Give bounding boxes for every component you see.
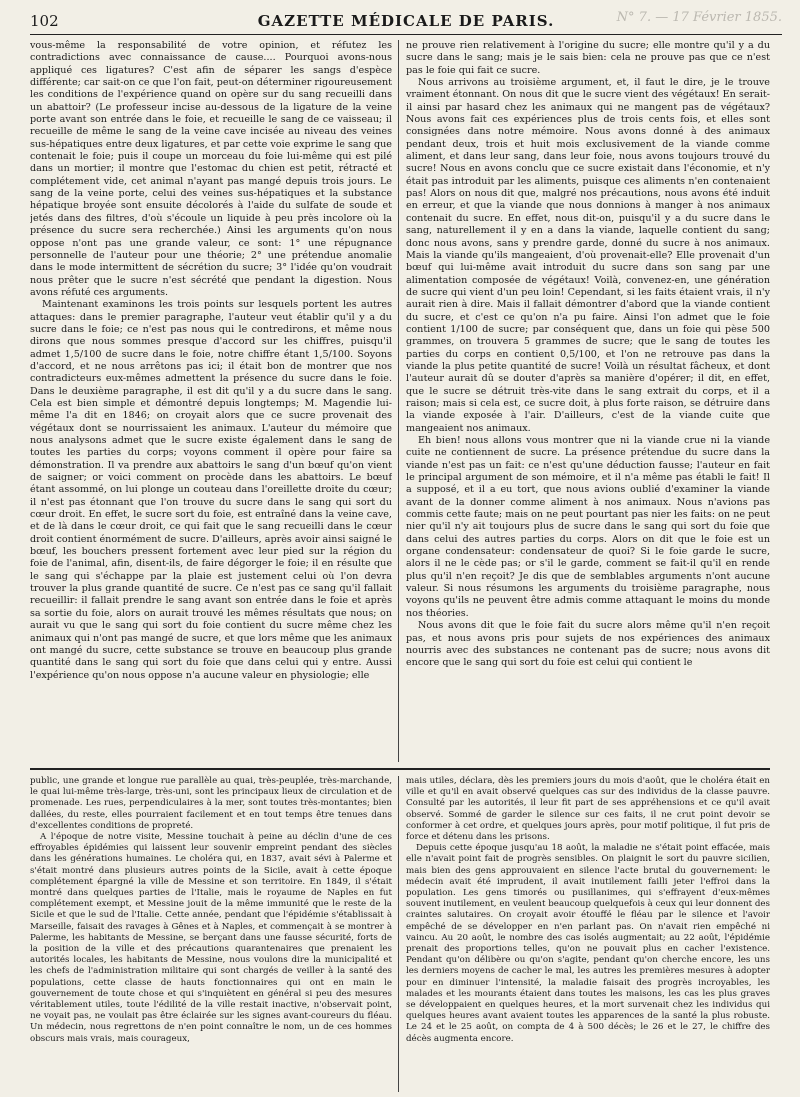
upper-left-column [30,40,392,765]
paragraph: public, une grande et longue rue parallèle au quai, très-peuplée, très-marchande, le quai lui-même très-large, très-uni, sont les principaux lieux de circulation et de promenade. Les rues, perpendiculaires à la mer, sont toutes très-montantes; bien dallées, du reste, elles pourraient facilement et en tout temps être tenues dans d'excellentes conditions de propreté. [30,776,392,831]
paragraph: Nous arrivons au troisième argument, et, il faut le dire, je le trouve vraiment étonnant. On nous dit que le sucre vient des végétaux! En serait-il ainsi par hasard chez les animaux qui ne mangent pas de végétaux? Nous avons fait ces expériences plus de trois cents fois, et elles sont consignées dans notre mémoire. Nous avons donné à des animaux pendant deux, trois et huit mois exclusivement de la viande comme aliment, et dans leur sang, dans leur foie, nous avons toujours trouvé du sucre! Nous en avons conclu que ce sucre existait dans l'économie, et n'y était pas introduit par les aliments, puisque ces aliments n'en contenaient pas! Alors on nous dit que, malgré nos précautions, nous avons été induit en erreur, et que la viande que nous donnions à manger à nos animaux contenait du sucre. En effet, nous dit-on, puisqu'il y a du sucre dans le sang, naturellement il y en a dans la viande, laquelle contient du sang; donc nous avons, sans y prendre garde, donné du sucre à nos animaux. Mais la viande qu'ils mangeaient, d'où provenait-elle? Elle provenait d'un bœuf qui lui-même avait introduit du sucre dans son sang par une alimentation composée de végétaux! Voilà, convenez-en, une génération de sucre qui vient d'un peu loin! Cependant, si les faits étaient vrais, il n'y aurait rien à dire. Mais il fallait démontrer d'abord que la viande contient du sucre, et c'est ce qu'on n'a pu faire. Ainsi l'on admet que le foie contient 1/100 de sucre; par conséquent que, dans un foie qui pèse 500 grammes, on trouvera 5 grammes de sucre; que le sang de toutes les parties du corps en contient 0,5/100, et l'on ne retrouve pas dans la viande la plus petite quantité de sucre! Voilà un résultat fâcheux, et dont l'auteur aurait dû se douter d'après sa manière d'opérer; il dit, en effet, que le sucre se détruit très-vite dans le sang extrait du corps, et il a raison; mais si cela est, ce sucre doit, à plus forte raison, se détruire dans la viande exposée à l'air. D'ailleurs, c'est de la viande cuite que mangeaient nos animaux. [406,77,770,434]
paragraph: Maintenant examinons les trois points sur lesquels portent les autres attaques: dans le premier paragraphe, l'auteur veut établir qu'il y a du sucre dans le foie; ce n'est pas nous qui le contredirons, et même nous dirons que nous sommes presque d'accord sur les chiffres, puisqu'il admet 1,5/100 de sucre dans le foie, notre chiffre étant 1,5/100. Soyons d'accord, et ne nous arrêtons pas ici; il était bon de montrer que nos contradicteurs eux-mêmes admettent la présence du sucre dans le foie. Dans le deuxième paragraphe, il est dit qu'il y a du sucre dans le sang. Cela est bien simple et démontré depuis longtemps; M. Magendie lui-même l'a dit en 1846; on croyait alors que ce sucre provenait des végétaux dont se nourrissaient les animaux. L'auteur du mémoire que nous analysons admet que le sucre existe également dans le sang de toutes les parties du corps; voyons comment il opère pour faire sa démonstration. Il va prendre aux abattoirs le sang d'un bœuf qu'on vient de saigner; or voici comment on procède dans les abattoirs. Le bœuf étant assommé, on lui plonge un couteau dans l'oreillette droite du cœur; il n'est pas étonnant que l'on trouve du sucre dans le sang qui sort du cœur droit. En effet, le sucre sort du foie, est entraîné dans la veine cave, et de là dans le cœur droit, ce qui fait que le sang recueilli dans le cœur droit contient énormément de sucre. D'ailleurs, après avoir ainsi saigné le bœuf, les bouchers pressent fortement avec leur pied sur la région du foie de l'animal, afin, disent-ils, de faire dégorger le foie; il en résulte que le sang qui s'échappe par la plaie est justement celui où l'on devra trouver la plus grande quantité de sucre. Ce n'est pas ce sang qu'il fallait recueillir: il fallait prendre le sang avant son entrée dans le foie et après sa sortie du foie, alors on aurait trouvé les mêmes résultats que nous; on aurait vu que le sang qui sort du foie contient du sucre même chez les animaux qui n'ont pas mangé de sucre, et que lors même que les animaux ont mangé du sucre, cette substance se trouve en beaucoup plus grande quantité dans le sang qui sort du foie que dans celui qui y entre. Aussi l'expérience qu'on nous oppose n'a aucune valeur en physiologie; elle [30,299,392,681]
page-header [30,8,782,35]
paragraph: ne prouve rien relativement à l'origine du sucre; elle montre qu'il y a du sucre dans le sang; mais je le sais bien: cela ne prouve pas que ce n'est pas le foie qui fait ce sucre. [406,40,770,76]
lower-right-column [406,776,770,1094]
paragraph: Eh bien! nous allons vous montrer que ni la viande crue ni la viande cuite ne contiennent de sucre. La présence prétendue du sucre dans la viande n'est pas un fait: ce n'est qu'une déduction fausse; l'auteur en fait le principal argument de son mémoire, et il n'a même pas établi le fait! Il a supposé, et il a eu tort, que nous avions oublié d'examiner la viande avant de la donner comme aliment à nos animaux. Nous n'avions pas commis cette faute; mais on ne peut pourtant pas nier les faits: on ne peut nier qu'il n'y ait toujours plus de sucre dans le sang qui sort du foie que dans celui des autres parties du corps. Alors on dit que le foie est un organe condensateur: condensateur de quoi? Si le foie garde le sucre, alors il ne le cède pas; or s'il le garde, comment se fait-il qu'il en rende plus qu'il n'en reçoit? Je dis que de semblables arguments n'ont aucune valeur. Si nous résumons les arguments du troisième paragraphe, nous voyons qu'ils ne peuvent être admis comme attaquant le moins du monde nos théories. [406,435,770,619]
column-divider [398,776,399,1092]
paragraph: Nous avons dit que le foie fait du sucre alors même qu'il n'en reçoit pas, et nous avons pris pour sujets de nos expériences des animaux nourris avec des substances ne contenant pas de sucre; nous avons dit encore que le sang qui sort du foie est celui qui contient le [406,620,770,669]
paragraph: vous-même la responsabilité de votre opinion, et réfutez les contradictions avec connaissance de cause.... Pourquoi avons-nous appliqué ces ligatures? C'est afin de séparer les sangs d'espèce différente; car sait-on ce que l'on fait, peut-on déterminer rigoureusement les conditions de l'expérience quand on opère sur du sang recueilli dans un abattoir? (Le professeur incise au-dessous de la ligature de la veine porte avant son entrée dans le foie, et recueille le sang de ce vaisseau; il recueille de même le sang de la veine cave incisée au niveau des veines sus-hépatiques entre deux ligatures, et par cette voie exprime le sang que contenait le foie; puis il coupe un morceau du foie lui-même qui est pilé dans un mortier; il montre que l'estomac du chien est petit, rétracté et complétement vide, cet animal n'ayant pas mangé depuis trois jours. Le sang de la veine porte, celui des veines sus-hépatiques et la substance hépatique broyée sont ensuite décolorés à l'aide du sulfate de soude et jetés dans des filtres, d'où s'écoule un liquide à peu près incolore où la présence du sucre sera recherchée.) Ainsi les arguments qu'on nous oppose n'ont pas une grande valeur, ce sont: 1° une répugnance personnelle de l'auteur pour une théorie; 2° une prétendue anomalie dans le mode intermittent de sécrétion du sucre; 3° l'idée qu'on voudrait nous prêter que le sucre n'est sécrété que pendant la digestion. Nous avons réfuté ces arguments. [30,40,392,298]
paragraph: A l'époque de notre visite, Messine touchait à peine au déclin d'une de ces effroyables épidémies qui laissent leur souvenir empreint pendant des siècles dans les générations humaines. Le choléra qui, en 1837, avait sévi à Palerme et s'était montré dans plusieurs autres points de la Sicile, avait à cette époque complétement épargné la ville de Messine et son territoire. En 1849, il s'était montré dans quelques parties de l'Italie, mais le royaume de Naples en fut complétement exempt, et Messine jouit de la même immunité que le reste de la Sicile et que le sud de l'Italie. Cette année, pendant que l'épidémie s'établissait à Marseille, faisait des ravages à Gênes et à Naples, et commençait à se montrer à Palerme, les habitants de Messine, se berçant dans une fausse sécurité, forts de la position de la ville et des précautions quarantenaires que prenaient les autorités locales, les habitants de Messine, nous voulons dire la municipalité et les chefs de l'administration militaire qui sont chargés de veiller à la santé des populations, cette classe de hauts fonctionnaires qui ont en main le gouvernement de toute chose et qui s'inquiètent en général si peu des mesures véritablement utiles, toute l'édilité de la ville restait inactive, n'observait point, ne voyait pas, ne voulait pas être éclairée sur les signes avant-coureurs du fléau. Un médecin, nous regrettons de n'en point connaître le nom, un de ces hommes obscurs mais vrais, mais courageux, [30,832,392,1044]
date-stamp: N° 7. — 17 Février 1855. [616,10,782,25]
lower-left-column [30,776,392,1094]
page-number: 102 [30,12,59,30]
journal-title: GAZETTE MÉDICALE DE PARIS. [257,12,555,30]
column-divider [398,40,399,762]
paragraph: Depuis cette époque jusqu'au 18 août, la maladie ne s'était point effacée, mais elle n'avait point fait de progrès sensibles. On plaignit le sort du pauvre sicilien, mais bien des gens approuvaient en silence l'acte brutal du gouvernement: le médecin avait été imprudent, il avait inutilement failli jeter l'effroi dans la population. Les gens timorés ou pusillanimes, qui s'effrayent d'eux-mêmes souvent inutilement, en veulent beaucoup quelquefois à ceux qui leur donnent des craintes salutaires. On croyait avoir étouffé le fléau par le silence et l'avoir empêché de se développer en n'en parlant pas. On n'avait rien empêché ni vaincu. Au 20 août, le nombre des cas isolés augmentait; au 22 août, l'épidémie prenait des proportions telles, qu'on ne pouvait plus en cacher l'existence. Pendant qu'on délibère ou qu'on s'agite, pendant qu'on cherche encore, les uns les derniers moyens de cacher le mal, les autres les premières mesures à adopter pour en diminuer l'intensité, la maladie faisait des progrès incroyables, les malades et les mourants étaient dans toutes les maisons, les cas les plus graves se développaient en quelques heures, et la mort survenait chez les individus qui quelques heures avant avaient toutes les apparences de la santé la plus robuste. Le 24 et le 25 août, on compta de 4 à 500 décès; le 26 et le 27, le chiffre des décès augmenta encore. [406,843,770,1044]
upper-right-column [406,40,770,765]
paragraph: mais utiles, déclara, dès les premiers jours du mois d'août, que le choléra était en ville et qu'il en avait observé quelques cas sur des individus de la classe pauvre. Consulté par les autorités, il leur fit part de ses appréhensions et ce qu'il avait observé. Sommé de garder le silence sur ces faits, il ne crut point devoir se conformer à cet ordre, et quelques jours après, pour motif politique, il fut pris de force et détenu dans les prisons. [406,776,770,843]
section-divider [30,768,770,770]
